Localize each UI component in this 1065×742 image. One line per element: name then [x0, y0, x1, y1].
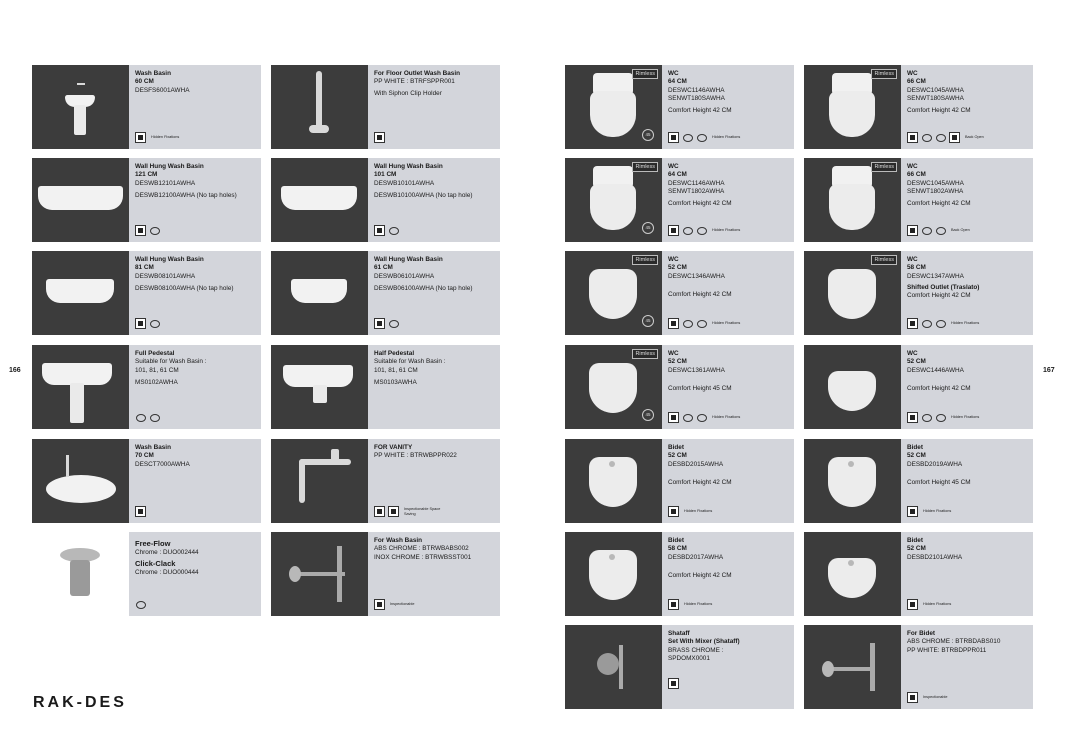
flush-icon [921, 132, 932, 143]
product-type: Wash Basin [135, 444, 171, 451]
product-card-wash-basin-60[interactable] [32, 65, 261, 149]
seat-icon [696, 132, 707, 143]
product-type: Half Pedestal [374, 350, 415, 357]
product-code: DESFS6001AWHA [135, 86, 190, 94]
rimless-badge: Rimless [871, 255, 897, 265]
rimless-badge: Rimless [871, 162, 897, 172]
product-material: BRASS CHROME : [668, 646, 724, 654]
icon-label: Back Open [965, 135, 984, 140]
product-code: DESWC1146AWHA [668, 179, 725, 187]
icon-label: Inspectionable [923, 695, 948, 700]
product-card-full-pedestal[interactable] [32, 345, 261, 429]
rimless-badge: Rimless [632, 349, 658, 359]
product-image [271, 439, 368, 523]
product-card-bidet-siphon[interactable] [804, 625, 1033, 709]
product-image [804, 158, 901, 242]
angle-badge: 45 [642, 409, 654, 421]
product-code: DESCT7000AWHA [135, 460, 190, 468]
product-card-half-pedestal[interactable] [271, 345, 500, 429]
product-size: 61 CM [374, 264, 393, 272]
icon-label: Hidden Fixations [923, 602, 952, 607]
product-image [32, 532, 129, 616]
product-code: DESWC1045AWHA [907, 86, 964, 94]
product-size: 52 CM [907, 545, 926, 553]
comfort-height: Comfort Height 42 CM [668, 107, 732, 115]
product-image [32, 65, 129, 149]
product-type: Full Pedestal [135, 350, 175, 357]
product-type: WC [668, 70, 679, 77]
product-image [804, 251, 901, 335]
product-code: PP WHITE : BTRWBPPR022 [374, 452, 457, 460]
product-card-wall-hung-121[interactable] [32, 158, 261, 242]
product-code-alt: DESWB10100AWHA (No tap hole) [374, 191, 473, 199]
product-size: 66 CM [907, 171, 926, 179]
product-type: WC [907, 256, 918, 263]
product-card-shataff[interactable] [565, 625, 794, 709]
product-type: Wall Hung Wash Basin [135, 256, 204, 263]
product-image [271, 65, 368, 149]
product-image [32, 345, 129, 429]
product-image [565, 251, 662, 335]
product-size: 70 CM [135, 452, 154, 460]
inspectionable-icon [374, 132, 385, 143]
page-number-right: 167 [1043, 367, 1055, 374]
angle-badge: 45 [642, 315, 654, 327]
product-image [804, 532, 901, 616]
icon-label: Hidden Fixations [684, 602, 713, 607]
icon-label: Hidden Fixations [951, 321, 980, 326]
product-size: 121 CM [135, 171, 158, 179]
product-code: ABS CHROME : BTRWBABS002 [374, 545, 469, 553]
product-sizes: 101, 81, 61 CM [135, 366, 179, 374]
comfort-height: Comfort Height 42 CM [668, 478, 732, 486]
product-image [804, 65, 901, 149]
product-code: DESWC1045AWHA [907, 179, 964, 187]
product-code: DESWB10101AWHA [374, 179, 435, 187]
product-suitable: Suitable for Wash Basin : [374, 358, 446, 366]
angle-badge: 45 [642, 222, 654, 234]
product-code-alt: DESWB12100AWHA (No tap holes) [135, 191, 237, 199]
product-type-alt: Click-Clack [135, 559, 176, 569]
product-image [271, 532, 368, 616]
comfort-height: Comfort Height 42 CM [907, 384, 971, 392]
rimless-badge: Rimless [632, 255, 658, 265]
product-code-alt: PP WHITE: BTRBDPPR011 [907, 646, 987, 654]
product-image [32, 439, 129, 523]
product-code: DESWC1146AWHA [668, 86, 725, 94]
icon-label: Hidden Fixations [684, 509, 713, 514]
product-code: DESWC1347AWHA [907, 272, 964, 280]
comfort-height: Comfort Height 45 CM [668, 384, 732, 392]
product-type: Shataff [668, 630, 690, 637]
product-card-wc-58[interactable] [804, 251, 1033, 335]
hidden-fixations-icon [149, 412, 160, 423]
seat-icon [696, 225, 707, 236]
product-image [804, 625, 901, 709]
icon-label: Hidden Fixations [923, 509, 952, 514]
product-card-wash-basin-70[interactable] [32, 439, 261, 523]
inspectionable-icon [907, 692, 918, 703]
product-type: Bidet [907, 444, 923, 451]
product-size: 64 CM [668, 78, 687, 86]
product-type: WC [907, 70, 918, 77]
comfort-height: Comfort Height 45 CM [907, 478, 971, 486]
wc-icon [907, 132, 918, 143]
product-code: MS0102AWHA [135, 378, 178, 386]
flush-icon [921, 225, 932, 236]
icon-label: Hidden Fixations [712, 135, 741, 140]
product-code: DESWB12101AWHA [135, 179, 196, 187]
icon-label: Inspectionable [390, 602, 415, 607]
wall-hung-icon [135, 318, 146, 329]
seat-code: SENWT180SAWHA [907, 94, 964, 102]
product-code: DESWC1446AWHA [907, 366, 964, 374]
product-type: For Floor Outlet Wash Basin [374, 70, 461, 77]
seat-icon [935, 412, 946, 423]
wall-hung-icon [135, 225, 146, 236]
inspectionable-icon [374, 506, 385, 517]
icon-label: Inspectionable Space Saving [404, 507, 441, 516]
product-size: 101 CM [374, 171, 397, 179]
basin-icon [388, 225, 399, 236]
bidet-icon [907, 599, 918, 610]
seat-icon [696, 412, 707, 423]
product-type: Free-Flow [135, 539, 171, 548]
bidet-icon [668, 599, 679, 610]
product-code: DESWB08101AWHA [135, 272, 196, 280]
comfort-height: Comfort Height 42 CM [907, 292, 971, 300]
product-type: Bidet [668, 537, 684, 544]
product-size: 52 CM [668, 452, 687, 460]
seat-icon [935, 318, 946, 329]
product-note: With Siphon Clip Holder [374, 89, 442, 97]
product-image [565, 65, 662, 149]
product-code: DESWB06101AWHA [374, 272, 435, 280]
product-type: For Wash Basin [374, 537, 423, 544]
wc-icon [668, 132, 679, 143]
product-code: DESWC1346AWHA [668, 272, 725, 280]
product-type: WC [907, 163, 918, 170]
product-code: PP WHITE : BTRFSPPR001 [374, 78, 455, 86]
product-image [271, 345, 368, 429]
product-size: 81 CM [135, 264, 154, 272]
countertop-icon [135, 506, 146, 517]
product-image [271, 251, 368, 335]
seat-icon [696, 318, 707, 329]
product-type: Bidet [668, 444, 684, 451]
flush-icon [921, 412, 932, 423]
product-card-basin-siphon-chrome[interactable] [271, 532, 500, 616]
product-code: DESBD2019AWHA [907, 460, 963, 468]
inspectionable-icon [374, 599, 385, 610]
icon-label: Hidden Fixations [712, 228, 741, 233]
product-size: 58 CM [907, 264, 926, 272]
bidet-icon [907, 506, 918, 517]
rimless-badge: Rimless [632, 69, 658, 79]
product-code-alt: DESWB08100AWHA (No tap hole) [135, 284, 234, 292]
product-image [32, 251, 129, 335]
flush-icon [921, 318, 932, 329]
product-card-bidet-52-a[interactable] [565, 439, 794, 523]
product-card-wall-hung-101[interactable] [271, 158, 500, 242]
product-type: FOR VANITY [374, 444, 413, 451]
product-code: Chrome : DUO002444 [135, 548, 199, 556]
comfort-height: Comfort Height 42 CM [907, 200, 971, 208]
flush-icon [682, 318, 693, 329]
flush-icon [682, 132, 693, 143]
product-image [565, 158, 662, 242]
product-card-wc-64-a[interactable] [565, 65, 794, 149]
product-card-wc-52-c[interactable] [804, 345, 1033, 429]
rimless-badge: Rimless [871, 69, 897, 79]
comfort-height: Comfort Height 42 CM [668, 571, 732, 579]
product-card-wc-64-b[interactable] [565, 158, 794, 242]
product-code: MS0103AWHA [374, 378, 417, 386]
product-image [32, 158, 129, 242]
outlet-type: Shifted Outlet (Traslato) [907, 283, 980, 291]
product-size: 60 CM [135, 78, 154, 86]
product-type: WC [907, 350, 918, 357]
page-number-left: 166 [9, 367, 21, 374]
product-code: DESWC1361AWHA [668, 366, 725, 374]
icon-label: Hidden Fixations [151, 135, 180, 140]
seat-code: SENWT180SAWHA [668, 94, 725, 102]
comfort-height: Comfort Height 42 CM [668, 200, 732, 208]
seat-code: SENWT1802AWHA [668, 187, 725, 195]
product-card-wall-hung-61[interactable] [271, 251, 500, 335]
shataff-icon [668, 678, 679, 689]
product-image [565, 532, 662, 616]
product-image [565, 439, 662, 523]
bidet-icon [668, 506, 679, 517]
comfort-height: Comfort Height 42 CM [907, 107, 971, 115]
product-card-wall-hung-81[interactable] [32, 251, 261, 335]
brand-logo: RAK-DES [33, 694, 127, 711]
product-type: Wash Basin [135, 70, 171, 77]
basin-icon [149, 225, 160, 236]
icon-label: Hidden Fixations [712, 415, 741, 420]
comfort-height: Comfort Height 42 CM [668, 290, 732, 298]
product-card-bidet-52-b[interactable] [804, 439, 1033, 523]
product-code: SPDOMX0001 [668, 654, 710, 662]
icon-label: Hidden Fixations [712, 321, 741, 326]
basin-icon [388, 318, 399, 329]
wc-icon [907, 225, 918, 236]
product-size: 58 CM [668, 545, 687, 553]
wc-icon [907, 318, 918, 329]
product-code: DESBD2015AWHA [668, 460, 724, 468]
product-type: Wall Hung Wash Basin [374, 163, 443, 170]
product-type: WC [668, 256, 679, 263]
angle-badge: 45 [642, 129, 654, 141]
product-size: 52 CM [907, 358, 926, 366]
product-card-waste-valve[interactable] [32, 532, 261, 616]
product-code-alt: Chrome : DUO000444 [135, 568, 199, 576]
product-card-wc-66-a[interactable] [804, 65, 1033, 149]
product-code: DESBD2101AWHA [907, 553, 963, 561]
wc-icon [668, 412, 679, 423]
product-type: Bidet [907, 537, 923, 544]
pedestal-icon [135, 412, 146, 423]
flush-icon [682, 225, 693, 236]
space-saving-icon [388, 506, 399, 517]
product-card-wc-52-a[interactable] [565, 251, 794, 335]
product-image [565, 625, 662, 709]
seat-icon [935, 225, 946, 236]
hidden-fixations-icon [135, 132, 146, 143]
product-image [804, 345, 901, 429]
back-open-icon [949, 132, 960, 143]
flush-icon [682, 412, 693, 423]
product-type: Wall Hung Wash Basin [135, 163, 204, 170]
product-card-floor-outlet-siphon[interactable] [271, 65, 500, 149]
product-image [804, 439, 901, 523]
product-size: 52 CM [668, 264, 687, 272]
wc-icon [907, 412, 918, 423]
product-card-wc-52-b[interactable] [565, 345, 794, 429]
product-sizes: 101, 81, 61 CM [374, 366, 418, 374]
product-code-alt: DESWB06100AWHA (No tap hole) [374, 284, 473, 292]
icon-label: Back Open [951, 228, 970, 233]
seat-icon [935, 132, 946, 143]
product-image [271, 158, 368, 242]
wall-hung-icon [374, 225, 385, 236]
basin-icon [149, 318, 160, 329]
product-size: 52 CM [907, 452, 926, 460]
wall-hung-icon [374, 318, 385, 329]
product-suitable: Suitable for Wash Basin : [135, 358, 207, 366]
product-size: 52 CM [668, 358, 687, 366]
product-image [565, 345, 662, 429]
product-type: WC [668, 163, 679, 170]
product-card-wc-66-b[interactable] [804, 158, 1033, 242]
product-type: WC [668, 350, 679, 357]
product-subtitle: Set With Mixer (Shataff) [668, 638, 740, 646]
wc-icon [668, 318, 679, 329]
seat-code: SENWT1802AWHA [907, 187, 964, 195]
valve-icon [135, 599, 146, 610]
wc-icon [668, 225, 679, 236]
product-code: ABS CHROME : BTRBDABS010 [907, 638, 1001, 646]
product-type: Wall Hung Wash Basin [374, 256, 443, 263]
product-code: DESBD2017AWHA [668, 553, 724, 561]
product-card-vanity-siphon[interactable] [271, 439, 500, 523]
product-code-alt: INOX CHROME : BTRWBSST001 [374, 553, 472, 561]
icon-label: Hidden Fixations [951, 415, 980, 420]
product-size: 66 CM [907, 78, 926, 86]
rimless-badge: Rimless [632, 162, 658, 172]
product-card-bidet-58[interactable] [565, 532, 794, 616]
product-type: For Bidet [907, 630, 936, 637]
product-card-bidet-52-c[interactable] [804, 532, 1033, 616]
product-size: 64 CM [668, 171, 687, 179]
